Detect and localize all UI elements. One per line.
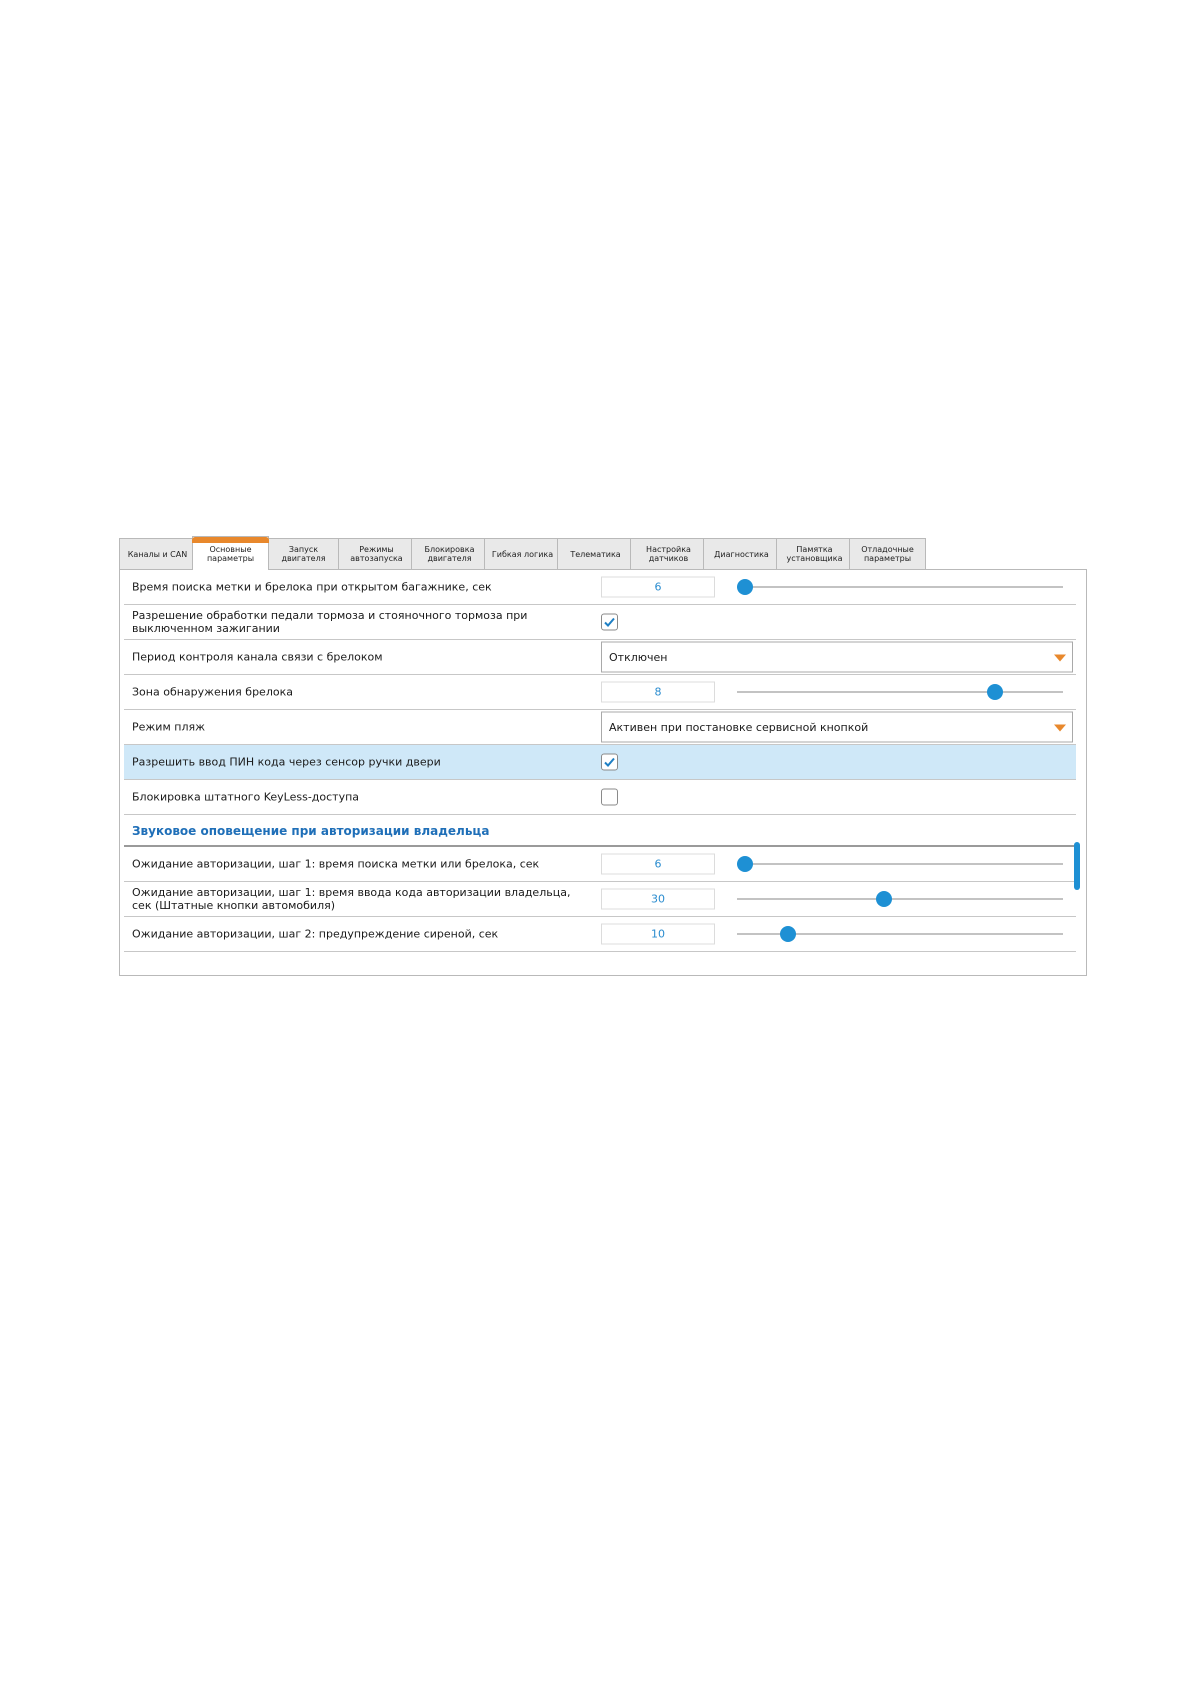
slider-thumb[interactable] — [737, 579, 753, 595]
settings-panel — [119, 569, 1087, 976]
dropdown-arrow-icon — [1054, 655, 1066, 662]
setting-row-beach-mode — [124, 710, 1076, 745]
auth-step1-code-input[interactable] — [601, 889, 715, 910]
slider-thumb[interactable] — [780, 926, 796, 942]
slider-thumb[interactable] — [737, 856, 753, 872]
fob-zone-slider[interactable] — [737, 684, 1063, 700]
tab-installer-memo[interactable]: Памятка установщика — [776, 538, 853, 569]
trunk-search-time-input[interactable] — [601, 577, 715, 598]
tab-sensor-setup[interactable]: Настройка датчиков — [630, 538, 707, 569]
setting-row-keyless-block — [124, 780, 1076, 815]
tab-engine-lock[interactable]: Блокировка двигателя — [411, 538, 488, 569]
tab-main-params[interactable]: Основные параметры — [192, 536, 269, 570]
section-header — [124, 817, 1076, 847]
select-value: Отключен — [609, 650, 668, 664]
auth-step1-code-slider[interactable] — [737, 891, 1063, 907]
tab-flex-logic[interactable]: Гибкая логика — [484, 538, 561, 569]
setting-label: Зона обнаружения брелока — [132, 685, 293, 699]
section-title: Звуковое оповещение при авторизации владельца — [132, 824, 490, 838]
setting-label: Период контроля канала связи с брелоком — [132, 650, 383, 664]
pin-door-checkbox[interactable] — [601, 754, 618, 771]
slider-thumb[interactable] — [987, 684, 1003, 700]
auth-step2-siren-input[interactable] — [601, 924, 715, 945]
tab-debug-params[interactable]: Отладочные параметры — [849, 538, 926, 569]
keyless-block-checkbox[interactable] — [601, 789, 618, 806]
checkmark-icon — [603, 616, 616, 629]
tab-autostart-modes[interactable]: Режимы автозапуска — [338, 538, 415, 569]
setting-label: Время поиска метки и брелока при открытом багажнике, сек — [132, 580, 492, 594]
auth-step1-search-slider[interactable] — [737, 856, 1063, 872]
setting-row-trunk-search — [124, 570, 1076, 605]
dropdown-arrow-icon — [1054, 725, 1066, 732]
auth-step1-search-input[interactable] — [601, 854, 715, 875]
setting-label: Ожидание авторизации, шаг 1: время ввода кода авторизации владельца, сек (Штатные кнопки автомобиля) — [132, 886, 571, 912]
checkmark-icon — [603, 756, 616, 769]
fob-link-period-select[interactable] — [601, 642, 1073, 673]
vertical-scrollbar[interactable] — [1074, 842, 1080, 890]
setting-label: Режим пляж — [132, 720, 206, 734]
setting-label: Разрешить ввод ПИН кода через сенсор ручки двери — [132, 755, 441, 769]
tab-bar — [119, 536, 1087, 570]
select-value: Активен при постановке сервисной кнопкой — [609, 720, 869, 734]
slider-track — [737, 586, 1063, 588]
setting-row-fob-zone — [124, 675, 1076, 710]
setting-row-auth-step2-siren — [124, 917, 1076, 952]
auth-step2-siren-slider[interactable] — [737, 926, 1063, 942]
brake-pedal-checkbox[interactable] — [601, 614, 618, 631]
slider-track — [737, 863, 1063, 865]
tab-diagnostics[interactable]: Диагностика — [703, 538, 780, 569]
slider-track — [737, 898, 1063, 900]
setting-row-brake-pedal — [124, 605, 1076, 640]
trunk-search-time-slider[interactable] — [737, 579, 1063, 595]
settings-window — [119, 536, 1087, 976]
tab-engine-start[interactable]: Запуск двигателя — [265, 538, 342, 569]
setting-label: Разрешение обработки педали тормоза и стояночного тормоза при выключенном зажигании — [132, 609, 528, 635]
setting-row-fob-link-period — [124, 640, 1076, 675]
setting-label: Ожидание авторизации, шаг 1: время поиска метки или брелока, сек — [132, 857, 540, 871]
slider-track — [737, 691, 1063, 693]
setting-label: Блокировка штатного KeyLess-доступа — [132, 790, 360, 804]
setting-row-auth-step1-search — [124, 847, 1076, 882]
tab-telematics[interactable]: Телематика — [557, 538, 634, 569]
setting-label: Ожидание авторизации, шаг 2: предупреждение сиреной, сек — [132, 927, 499, 941]
fob-zone-input[interactable] — [601, 682, 715, 703]
slider-thumb[interactable] — [876, 891, 892, 907]
setting-row-auth-step1-code — [124, 882, 1076, 917]
setting-row-pin-door — [124, 745, 1076, 780]
tab-channels-can[interactable]: Каналы и CAN — [119, 538, 196, 569]
beach-mode-select[interactable] — [601, 712, 1073, 743]
